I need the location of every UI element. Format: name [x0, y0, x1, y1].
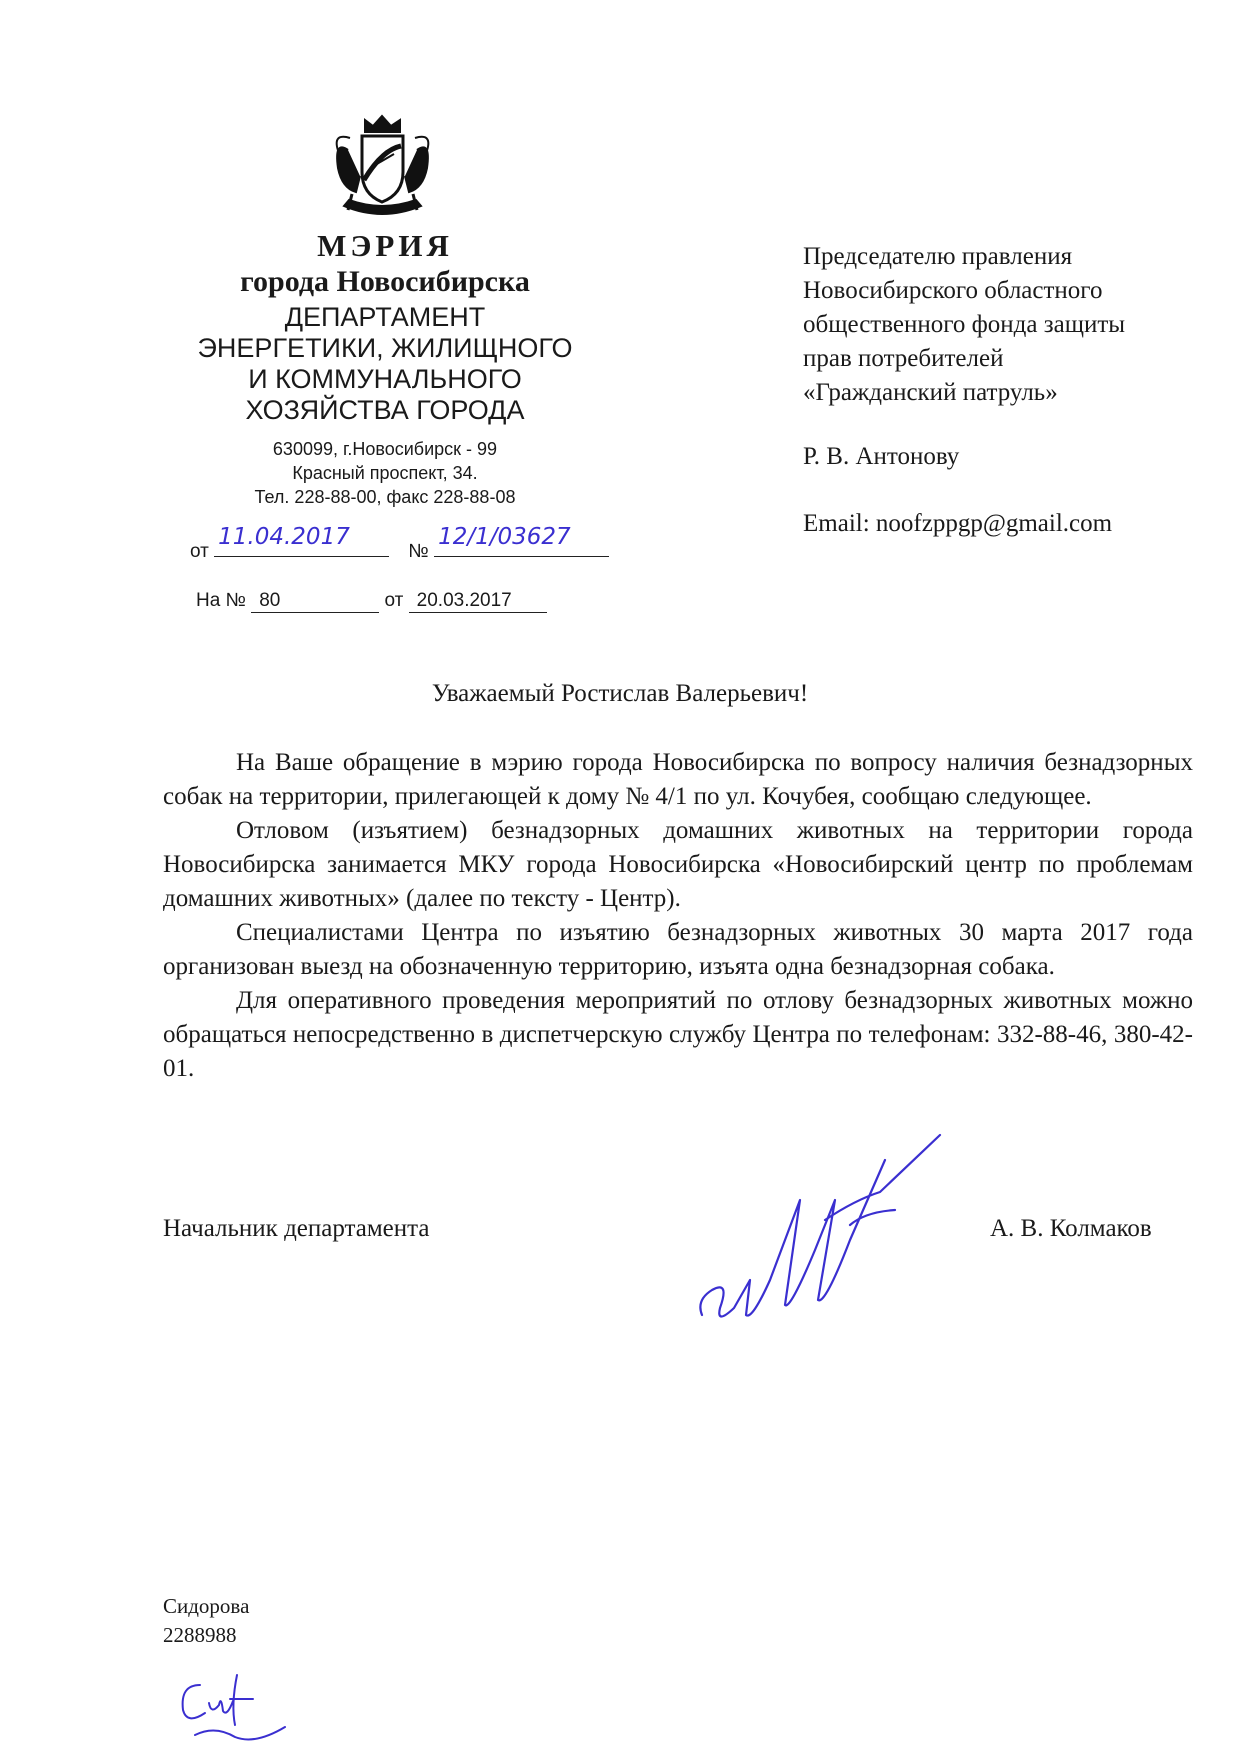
addressee-block	[803, 240, 1203, 410]
address-line: 630099, г.Новосибирск - 99	[272, 439, 498, 459]
executor-info	[163, 1592, 249, 1650]
salutation: Уважаемый Ростислав Валерьевич!	[431, 680, 809, 707]
department-line: ХОЗЯЙСТВА ГОРОДА	[245, 395, 525, 425]
body-paragraph: На Ваше обращение в мэрию города Новосибирска по вопросу наличия безнадзорных собак на территории, прилегающей к дому № 4/1 по ул. Кочубея, сообщаю следующее.	[163, 749, 1193, 810]
reply-date: 20.03.2017	[409, 590, 547, 613]
body-paragraph: Специалистами Центра по изъятию безнадзорных животных 30 марта 2017 года организован выезд на обозначенную территорию, изъята одна безнадзорная собака.	[163, 919, 1193, 980]
department-line: И КОММУНАЛЬНОГО	[248, 364, 522, 394]
addressee-line: общественного фонда защиты	[803, 311, 1126, 338]
body-paragraph: Для оперативного проведения мероприятий по отлову безнадзорных животных можно обращаться непосредственно в диспетчерскую службу Центра по телефонам: 332-88-46, 380-42-01.	[163, 987, 1193, 1082]
registration-date-field	[214, 524, 389, 557]
registration-number: 12/1/03627	[438, 524, 571, 550]
addressee-line: Председателю правления	[803, 243, 1073, 270]
addressee-line: Новосибирского областного	[803, 277, 1103, 304]
addressee-name: Р. В. Антонову	[803, 443, 960, 470]
letter-body	[163, 746, 1193, 1086]
department-address	[150, 437, 620, 509]
number-label: №	[408, 541, 429, 562]
signatory-position: Начальник департамента	[163, 1215, 430, 1242]
mayor-office-title: МЭРИЯ	[317, 228, 453, 263]
registration-date: 11.04.2017	[218, 524, 350, 550]
address-line: Красный проспект, 34.	[292, 463, 478, 483]
reply-number: 80	[251, 590, 379, 613]
registration-line	[190, 524, 609, 563]
reply-label: На №	[196, 590, 246, 611]
registration-number-field	[434, 524, 609, 557]
reference-line	[196, 590, 547, 613]
address-line: Тел. 228-88-00, факс 228-88-08	[254, 487, 516, 507]
department-line: ЭНЕРГЕТИКИ, ЖИЛИЩНОГО	[197, 333, 573, 363]
executor-name: Сидорова	[163, 1594, 250, 1618]
from-label: от	[190, 541, 209, 562]
signatory-name: А. В. Колмаков	[990, 1215, 1152, 1242]
addressee-line: прав потребителей	[803, 345, 1004, 372]
executor-phone: 2288988	[163, 1623, 237, 1647]
city-coat-of-arms-icon	[320, 110, 445, 225]
addressee-line: «Гражданский патруль»	[803, 379, 1058, 406]
body-paragraph: Отловом (изъятием) безнадзорных домашних животных на территории города Новосибирска занимается МКУ города Новосибирска «Новосибирский центр по проблемам домашних животных» (далее по тексту - Центр).	[163, 817, 1193, 912]
addressee-email: Email: noofzppgp@gmail.com	[803, 510, 1113, 537]
department-line: ДЕПАРТАМЕНТ	[284, 302, 486, 332]
handwritten-signature	[690, 1130, 990, 1340]
department-name	[150, 302, 620, 426]
reply-from-label: от	[384, 590, 404, 611]
city-name: города Новосибирска	[240, 265, 530, 298]
handwritten-initials	[175, 1665, 295, 1750]
